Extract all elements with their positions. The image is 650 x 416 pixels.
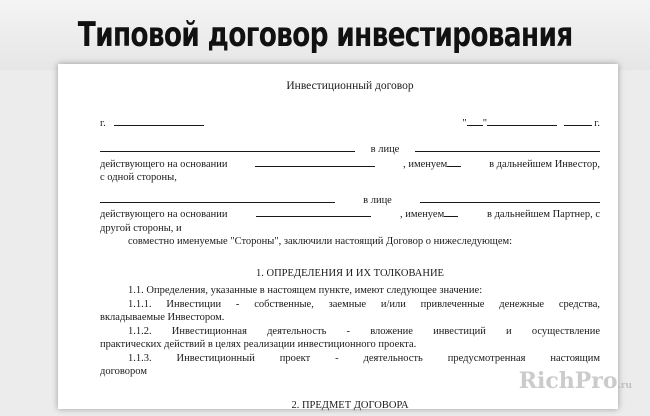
city-line (100, 116, 204, 131)
clause-1-1-1-line1: 1.1.1. Инвестиции - собственные, заемные и/или привлеченные денежные средства, (128, 298, 600, 310)
partner-label: в дальнейшем Партнер, с (486, 209, 600, 220)
clause-1-1-2-line1: 1.1.2. Инвестиционная деятельность - вложение инвестиций и осуществление (128, 325, 600, 337)
month-blank (487, 116, 557, 126)
party2-named (400, 207, 458, 222)
banner (0, 0, 650, 70)
named-label: , именуем (403, 158, 448, 170)
party2-line2 (100, 207, 600, 222)
year-blank (564, 116, 592, 126)
together-clause: совместно именуемые "Стороны", заключили настоящий Договор о нижеследующем: (128, 236, 513, 247)
city-prefix: г. (100, 117, 106, 129)
section2-heading: 2. ПРЕДМЕТ ДОГОВОРА (291, 399, 409, 411)
party2-basis-blank (256, 207, 371, 217)
investor-label: в дальнейшем Инвестор, (489, 158, 600, 170)
one-side-label: с одной стороны, (100, 172, 177, 183)
spacer (100, 130, 600, 142)
spacer (100, 249, 600, 261)
clause-1-1-1-line2: вкладываемые Инвестором. (100, 312, 225, 323)
party1-line1 (100, 142, 600, 157)
in-person-label-2: в лице (363, 194, 392, 206)
party1-name-blank (100, 142, 355, 152)
named-label-2: , именуем (400, 209, 445, 220)
party1-rep-blank (415, 142, 600, 152)
document-body (100, 80, 600, 416)
watermark-main: RichPro (518, 368, 618, 394)
party1-basis-blank (255, 157, 375, 167)
in-person-label: в лице (370, 144, 400, 155)
quote-open: " (462, 117, 467, 129)
section1-heading: 1. ОПРЕДЕЛЕНИЯ И ИХ ТОЛКОВАНИЕ (256, 267, 444, 279)
acting-basis-label-2: действующего на основании (100, 209, 228, 220)
clause-1-1-3-line1: 1.1.3. Инвестиционный проект - деятельность предусмотренная настоящим (128, 352, 600, 364)
watermark-suffix: .ru (617, 381, 632, 391)
watermark-logo (519, 368, 632, 394)
spacer (100, 185, 600, 193)
party1-named (403, 157, 461, 172)
year-suffix: г. (594, 117, 600, 129)
clause-1-1-2-line2: практических действий в целях реализации инвестиционного проекта. (100, 339, 417, 350)
date-line (462, 116, 600, 131)
other-side-label: другой стороны, и (100, 222, 182, 234)
party1-line2 (100, 157, 600, 172)
party2-name-blank (100, 193, 335, 203)
city-date-row (100, 116, 600, 131)
party2-ending-blank (444, 207, 458, 217)
day-blank (467, 116, 483, 126)
document-title: Инвестиционный договор (286, 80, 414, 92)
banner-title: Типовой договор инвестирования (77, 15, 573, 55)
quote-close: " (482, 117, 487, 129)
party2-rep-blank (420, 193, 600, 203)
acting-basis-label: действующего на основании (100, 158, 228, 170)
party2-line1 (100, 193, 600, 208)
clause-1-1-3-line2: договором (100, 366, 147, 377)
clause-1-1: 1.1. Определения, указанные в настоящем пункте, имеют следующее значение: (128, 285, 483, 296)
party1-ending-blank (447, 157, 461, 167)
city-blank (114, 116, 204, 126)
